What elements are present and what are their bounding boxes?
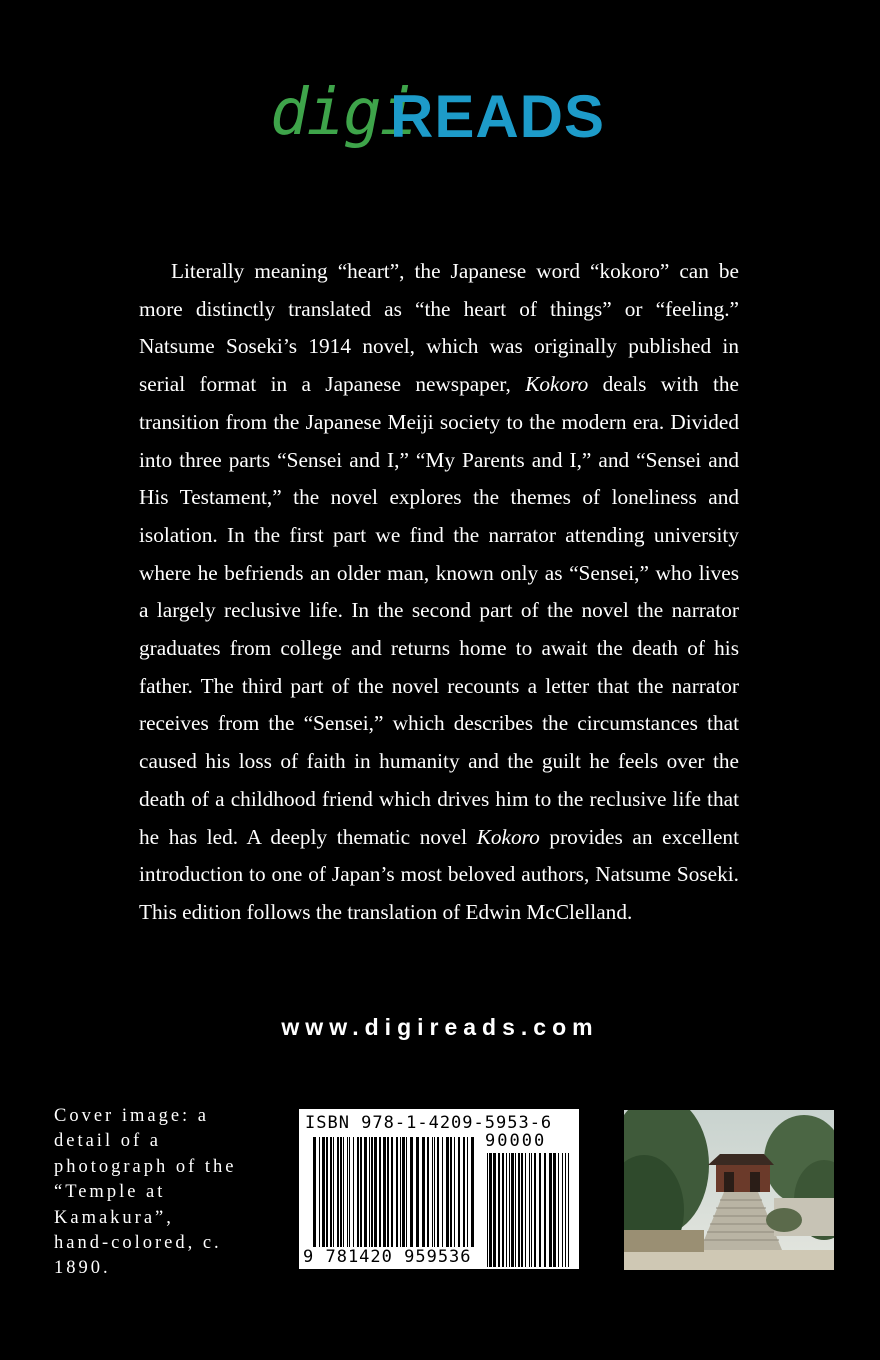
barcode-addon-number: 90000 <box>485 1131 547 1151</box>
barcode-bar <box>416 1137 419 1247</box>
barcode-bar <box>544 1153 546 1267</box>
barcode-bar <box>406 1137 407 1247</box>
barcode-bar <box>432 1137 433 1247</box>
isbn-text: ISBN 978-1-4209-5953-6 <box>305 1113 553 1133</box>
digireads-logo <box>270 68 620 178</box>
barcode-bar <box>529 1153 530 1267</box>
credit-line: hand-colored, c. <box>54 1233 222 1254</box>
description-text-2: deals with the transition from the Japanese Meiji society to the modern era. Divided into three parts “Sensei and I,” “My Parents and I,” and “Sensei and His Testament,” the novel explores the themes of loneliness and isolation. In the first part we find the narrator attending university where he befriends an older man, known only as “Sensei,” who lives a largely reclusive life. In the second part of the novel the narrator graduates from college and returns home to await the death of his father. The third part of the novel recounts a letter that the narrator receives from the “Sensei,” which describes the circumstances that caused his loss of faith in humanity and the guilt he feels over the death of a childhood friend which drives him to the reclusive life that he has led. A deeply thematic novel <box>139 372 739 849</box>
barcode-bar <box>333 1137 334 1247</box>
barcode-bar <box>442 1137 443 1247</box>
barcode-bar <box>437 1137 439 1247</box>
barcode-bar <box>391 1137 393 1247</box>
barcode-bar <box>434 1137 435 1247</box>
description-text-3: provides an excellent introduction to one of Japan’s most beloved authors, Natsume Soseki. This edition follows the translation of Edwin McClelland. <box>139 824 739 924</box>
ean-number: 9 781420 959536 <box>303 1247 472 1267</box>
description-paragraph <box>139 253 739 932</box>
barcode-bar <box>471 1137 474 1247</box>
cover-image-credit <box>54 1104 254 1282</box>
barcode-bar <box>374 1137 377 1247</box>
barcode-bar <box>387 1137 389 1247</box>
barcode-bar <box>340 1137 342 1247</box>
description-title-2: Kokoro <box>476 824 540 849</box>
publisher-website[interactable]: www.digireads.com <box>281 1014 599 1040</box>
barcode-bar <box>446 1137 449 1247</box>
barcode-bar <box>549 1153 552 1267</box>
barcode-bar <box>379 1137 381 1247</box>
barcode-bar <box>353 1137 354 1247</box>
barcode-bar <box>357 1137 359 1247</box>
isbn-barcode <box>299 1109 579 1269</box>
barcode-bar <box>364 1137 367 1247</box>
barcode-bar <box>319 1137 320 1247</box>
barcode-bar <box>489 1153 492 1267</box>
barcode-bar <box>568 1153 569 1267</box>
barcode-bar <box>454 1137 455 1247</box>
credit-line: “Temple at <box>54 1182 166 1203</box>
barcode-bar <box>313 1137 316 1247</box>
description-title-1: Kokoro <box>525 372 589 397</box>
barcode-bar <box>509 1153 510 1267</box>
barcode-bar <box>396 1137 398 1247</box>
barcode-bar <box>427 1137 429 1247</box>
barcode-bar <box>347 1137 348 1247</box>
barcode-bar <box>558 1153 559 1267</box>
barcode-bar <box>326 1137 328 1247</box>
barcode-bar <box>553 1153 556 1267</box>
credit-line: photograph of the <box>54 1156 237 1177</box>
barcode-bar <box>410 1137 413 1247</box>
barcode-bar <box>539 1153 541 1267</box>
barcode-bar <box>531 1153 532 1267</box>
barcode-bar <box>383 1137 386 1247</box>
barcode-bar <box>534 1153 536 1267</box>
barcode-bar <box>502 1153 504 1267</box>
barcode-bar <box>463 1137 465 1247</box>
barcode-bar <box>518 1153 520 1267</box>
book-description <box>139 253 739 932</box>
barcode-bar <box>330 1137 332 1247</box>
credit-line: 1890. <box>54 1258 111 1279</box>
barcode-bar <box>360 1137 362 1247</box>
barcode-bar <box>349 1137 350 1247</box>
barcode-bar <box>343 1137 344 1247</box>
barcode-bar <box>525 1153 526 1267</box>
barcode-bar <box>337 1137 339 1247</box>
barcode-bar <box>511 1153 514 1267</box>
barcode-bar <box>369 1137 370 1247</box>
credit-line: Cover image: a <box>54 1106 210 1126</box>
barcode-bar <box>402 1137 405 1247</box>
barcode-bar <box>371 1137 373 1247</box>
temple-photo <box>624 1110 834 1270</box>
barcode-bar <box>521 1153 523 1267</box>
barcode-bar <box>450 1137 452 1247</box>
logo-digi-text: digi <box>270 76 417 150</box>
barcode-bar <box>493 1153 496 1267</box>
barcode-bar <box>487 1153 488 1267</box>
barcode-bar <box>562 1153 563 1267</box>
description-text-1: Literally meaning “heart”, the Japanese word “kokoro” can be more distinctly translated as “the heart of things” or “feeling.” Natsume Soseki’s 1914 novel, which was originally published in serial format in a Japanese newspaper, <box>139 259 739 397</box>
barcode-bar <box>515 1153 516 1267</box>
barcode-bar <box>498 1153 500 1267</box>
credit-line: detail of a <box>54 1131 161 1152</box>
logo-reads-text: READS <box>390 83 606 150</box>
barcode-bar <box>467 1137 468 1247</box>
barcode-bar <box>422 1137 425 1247</box>
barcode-bar <box>506 1153 507 1267</box>
credit-line: Kamakura”, <box>54 1207 174 1228</box>
barcode-bar <box>565 1153 566 1267</box>
barcode-bar <box>322 1137 325 1247</box>
barcode-bar <box>458 1137 460 1247</box>
barcode-bar <box>400 1137 401 1247</box>
barcode-bars <box>299 1109 579 1269</box>
